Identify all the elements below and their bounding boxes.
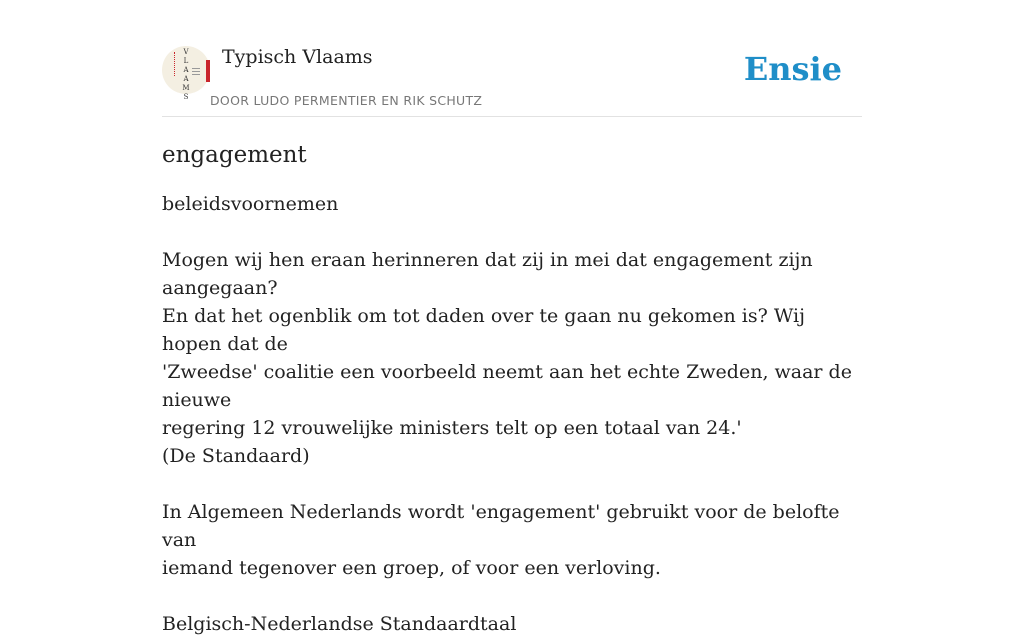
byline: DOOR LUDO PERMENTIER EN RIK SCHUTZ — [210, 93, 483, 108]
site-header — [162, 46, 862, 117]
explanation-line: In Algemeen Nederlands wordt 'engagement' gebruikt voor de belofte van — [162, 501, 840, 551]
logo-lines — [192, 68, 200, 78]
logo-letter: L — [183, 57, 189, 65]
entry-title: engagement — [162, 142, 307, 168]
logo-red-dots — [174, 52, 177, 76]
logo-letters — [181, 48, 191, 102]
blog-title-link[interactable]: Typisch Vlaams — [222, 46, 373, 68]
logo-red-bar — [206, 60, 210, 82]
logo-letter: A — [183, 75, 189, 83]
explanation-line: iemand tegenover een groep, of voor een verloving. — [162, 557, 661, 579]
logo-letter: A — [183, 66, 189, 74]
quote-line: regering 12 vrouwelijke ministers telt op een totaal van 24.' — [162, 417, 742, 439]
entry-subtitle: beleidsvoornemen — [162, 193, 339, 215]
quote-source: (De Standaard) — [162, 445, 310, 467]
entry-content — [162, 138, 862, 638]
quote-line: Mogen wij hen eraan herinneren dat zij in mei dat engagement zijn aangegaan? — [162, 249, 813, 299]
logo-letter: M — [182, 84, 190, 92]
logo-letter: S — [183, 93, 189, 101]
footer-partial-text: Belgisch-Nederlandse Standaardtaal — [162, 613, 517, 635]
logo-letter: V — [183, 48, 189, 56]
blog-logo[interactable] — [162, 46, 210, 101]
ensie-brand-link[interactable]: Ensie — [743, 50, 842, 88]
entry-body — [162, 190, 862, 638]
quote-line: 'Zweedse' coalitie een voorbeeld neemt aan het echte Zweden, waar de nieuwe — [162, 361, 852, 411]
quote-line: En dat het ogenblik om tot daden over te gaan nu gekomen is? Wij hopen dat de — [162, 305, 806, 355]
